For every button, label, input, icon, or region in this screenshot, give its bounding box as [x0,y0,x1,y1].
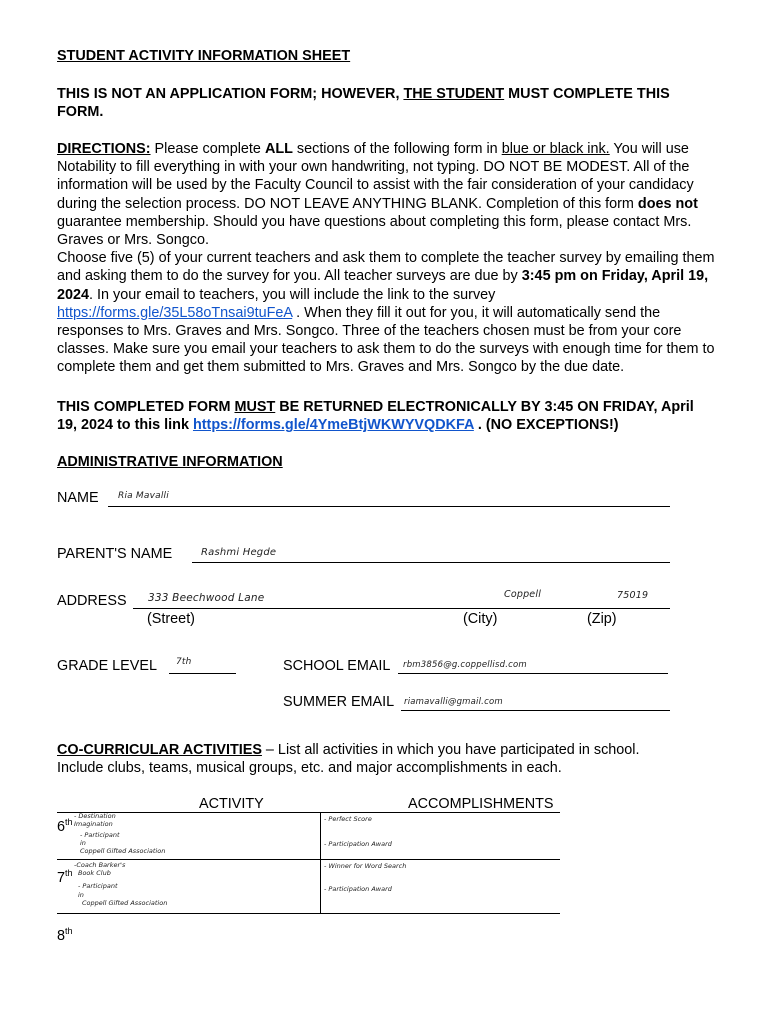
directions-ink: blue or black ink. [501,141,610,157]
return-notice-text-1: THIS COMPLETED FORM [57,399,235,415]
parent-name-value: Rashmi Hegde [201,547,277,558]
directions-all: ALL [264,141,293,157]
grade-7-label: 7th [57,868,73,886]
return-notice-text-3: . (NO EXCEPTIONS!) [473,417,619,434]
directions-survey-text-2: . In your email to teachers, you will include the link to the survey [89,286,496,303]
zip-caption: (Zip) [587,611,617,627]
cocurricular-heading: CO-CURRICULAR ACTIVITIES [57,742,262,758]
name-label: NAME [57,490,99,506]
parent-name-label: PARENT'S NAME [57,546,173,562]
activity-6-line-3: in [80,839,86,847]
form-title: STUDENT ACTIVITY INFORMATION SHEET [57,48,351,64]
table-row-divider [57,859,560,860]
cocurricular-desc-2: Include clubs, teams, musical groups, etc. and major accomplishments in each. [57,760,562,777]
cocurricular-desc-1: – List all activities in which you have participated in school. [261,742,640,758]
directions-does-not: does not [637,195,698,212]
teacher-survey-link[interactable]: https://forms.gle/35L58oTnsai9tuFeA [57,304,293,321]
return-notice-text-2: BE RETURNED ELECTRONICALLY BY 3:45 ON FRIDAY, April 19, 2024 to this link [57,399,694,434]
return-form-link[interactable]: https://forms.gle/4YmeBtjWKWYVQDKFA [192,417,474,434]
directions-text-3: You will use Notability to fill everything in with your own handwriting, not typing. DO NOT BE MODEST. All of the information will be used by the Faculty Council to assist with the fair consideration of your candidacy during the selection process. DO NOT LEAVE ANYTHING BLANK. Completion of this form [57,141,694,212]
summer-email-value: riamavalli@gmail.com [404,697,503,707]
address-field-line[interactable] [133,608,670,609]
activity-6-line-4: Coppell Gifted Association [80,847,166,855]
school-email-field-line[interactable] [398,673,668,674]
directions-paragraph [57,140,717,377]
directions-due-date: 3:45 pm on Friday, April 19, 2024 [57,268,709,303]
notice-part-1: THIS IS NOT AN APPLICATION FORM; HOWEVER, [57,86,404,102]
directions-text-4: guarantee membership. Should you have questions about completing this form, please contact Mrs. Graves or Mrs. Songco. [57,213,692,249]
column-header-activity: ACTIVITY [199,796,264,812]
grade-6-label: 6th [57,817,73,835]
table-top-line [57,812,560,813]
notice-text [57,85,717,121]
notice-the-student: THE STUDENT [403,86,505,102]
school-email-label: SCHOOL EMAIL [283,658,391,674]
directions-survey-text-1: Choose five (5) of your current teachers and ask them to complete the teacher survey by emailing them and asking them to do the survey for you. All teacher surveys are due by [57,250,715,285]
directions-survey-text-3: . When they fill it out for you, it will automatically send the responses to Mrs. Graves and Mrs. Songco. Three of the teachers chosen must be from your core classes. Make sure you email your teachers to ask them to do the surveys with enough time for them to complete them and get them submitted to Mrs. Graves and Mrs. Songco by the due date. [57,304,715,376]
return-notice [57,398,717,434]
parent-name-field-line[interactable] [192,562,670,563]
return-notice-must: MUST [234,399,276,415]
cocurricular-intro [57,741,717,777]
admin-heading: ADMINISTRATIVE INFORMATION [57,454,283,470]
name-field-line[interactable] [108,506,670,507]
school-email-value: rbm3856@g.coppellisd.com [403,660,527,670]
activity-7-line-2: - Participant [78,882,118,890]
activity-6-line-2: - Participant [80,831,120,839]
summer-email-field-line[interactable] [401,710,670,711]
accomplishment-6-line-2: - Participation Award [324,840,392,848]
accomplishment-6-line-0: - Perfect Score [324,815,372,823]
city-value: Coppell [504,589,542,600]
directions-text-2: sections of the following form in [292,141,502,157]
street-value: 333 Beechwood Lane [148,592,265,604]
activity-7-line-3: in [78,891,84,899]
address-label: ADDRESS [57,593,127,609]
grade-level-value: 7th [176,657,192,667]
activity-7-line-1: Book Club [78,869,111,877]
directions-label: DIRECTIONS: [57,141,151,157]
activity-7-line-4: Coppell Gifted Association [82,899,168,907]
table-column-divider [320,812,321,914]
column-header-accomplishments: ACCOMPLISHMENTS [408,796,554,812]
activity-6-line-0: - Destination [74,812,116,820]
directions-text-1: Please complete [150,141,265,157]
accomplishment-7-line-0: - Winner for Word Search [324,862,407,870]
grade-8-label: 8th [57,926,73,944]
grade-level-field-line[interactable] [169,673,236,674]
notice-part-3: MUST COMPLETE THIS FORM. [57,86,670,121]
grade-level-label: GRADE LEVEL [57,658,157,674]
activity-6-line-1: Imagination [74,820,113,828]
zip-value: 75019 [617,590,649,601]
city-caption: (City) [463,611,498,627]
street-caption: (Street) [147,611,195,627]
activity-7-line-0: -Coach Barker's [74,861,126,869]
summer-email-label: SUMMER EMAIL [283,694,395,710]
name-value: Ria Mavalli [118,491,169,501]
accomplishment-7-line-2: - Participation Award [324,885,392,893]
table-bottom-line [57,913,560,914]
